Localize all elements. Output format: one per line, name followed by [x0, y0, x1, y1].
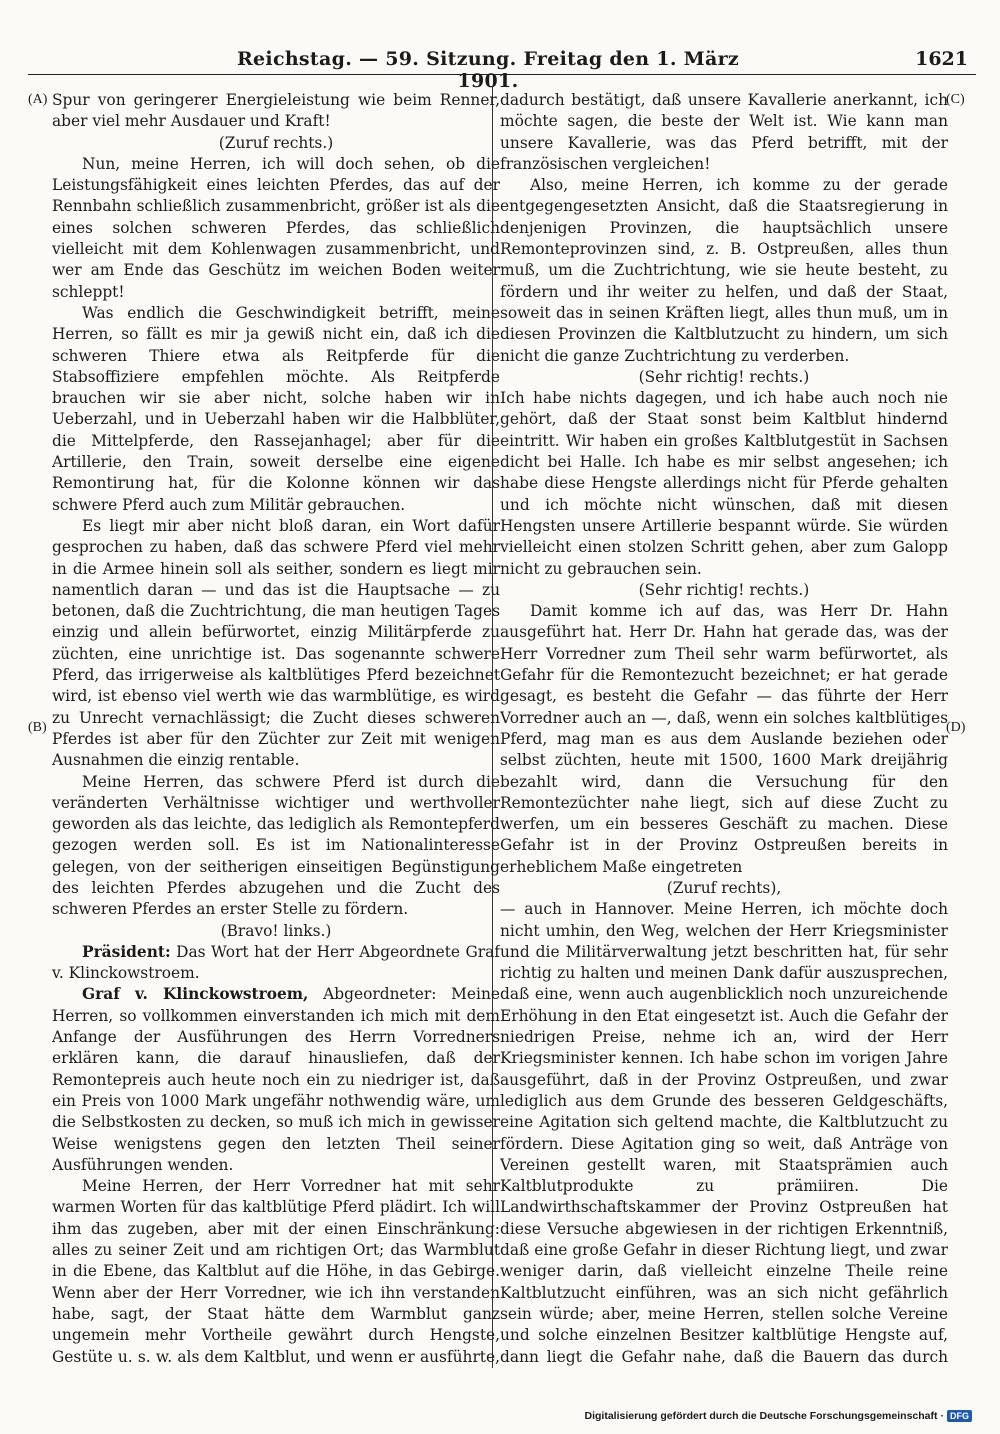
speech-text: Das Wort hat der Herr Abgeordnete Graf v. Klinckowstroem.: [52, 942, 500, 983]
interjection: [500, 580, 948, 601]
footer-separator: ·: [940, 1410, 944, 1422]
speaker-name: Graf v. Klinckowstroem,: [82, 985, 309, 1004]
marker-b: (B): [28, 720, 47, 735]
interjection: [52, 133, 500, 154]
interjection-text: (Sehr richtig! rechts.): [638, 367, 810, 386]
paragraph: — auch in Hannover. Meine Herren, ich möchte doch nicht umhin, den Weg, welchen der Herr Kriegsminister und die Militärverwaltung jetzt beschritten hat, für sehr richtig zu halten und meinen Dank dafür auszusprechen, daß eine, wenn auch augenblicklich noch unzureichende Erhöhung in den Etat eingesetzt ist. Auch die Gefahr der niedrigen Preise, nehme ich an, wird der Herr Kriegsminister kennen. Ich habe schon im vorigen Jahre ausgeführt, daß in der Provinz Ostpreußen, und zwar lediglich aus dem Grunde des besseren Geldgeschäfts, eine Agitation sich geltend machte, die Kaltblutzucht zu fördern. Diese Agitation ging so weit, daß Anträge von Vereinen gestellt waren, mit Staatsprämien auch Kaltblutprodukte zu prämiiren. Die Landwirthschaftskammer der Provinz Ostpreußen hat diese Versuche abgewiesen in der richtigen Erkenntniß, daß eine große Gefahr in dieser Richtung liegt, und zwar weniger darin, daß vielleicht einzelne Theile reine Kaltblutzucht einführen, was an sich nicht gefährlich sein würde; aber, meine Herren, stellen solche Vereine und solche einzelnen Besitzer kaltblütige Hengste auf, dann liegt die Gefahr nahe, daß die Bauern das durch: [500, 900, 948, 1366]
paragraph: Meine Herren, der Herr Vorredner hat mit sehr warmen Worten für das kaltblütige Pferd plädirt. Ich will ihm das zugeben, aber mit der einen Einschränkung: alles zu seiner Zeit und am richtigen Ort; das Warmblut in die Ebene, das Kaltblut auf die Höhe, in das Gebirge. Wenn aber der Herr Vorredner, wie ich ihn verstanden habe, sagt, der Staat hätte dem Warmblut ganz ungemein mehr Vortheile gewährt durch Hengste, Gestüte u. s. w. als dem Kaltblut, und wenn er ausführte,: [52, 1177, 500, 1366]
paragraph: dadurch bestätigt, daß unsere Kavallerie anerkannt, ich möchte sagen, die beste der Welt ist. Wie kann man unsere Kavallerie, was das Pferd betrifft, mit der französischen vergleichen!: [500, 91, 948, 173]
paragraph: Was endlich die Geschwindigkeit betrifft, meine Herren, so fällt es mir ja gewiß nicht ein, daß ich die schweren Thiere etwa als Reitpferde für die Stabsoffiziere empfehlen möchte. Als Reitpferde brauchen wir sie aber nicht, solche haben wir in Ueberzahl, und in Ueberzahl haben wir die Halbblüter, die Mittelpferde, den Rassejanhagel; aber für die Artillerie, den Train, soweit derselbe eine eigene Remontirung hat, für die Kolonne können wir das schwere Pferd auch zum Militär gebrauchen.: [52, 303, 500, 514]
marker-d: (D): [946, 720, 966, 735]
interjection-text: (Zuruf rechts.): [218, 133, 334, 152]
interjection-text: (Zuruf rechts),: [666, 878, 782, 897]
speaker-paragraph: [52, 984, 500, 1176]
interjection: [500, 878, 948, 899]
interjection: [52, 921, 500, 942]
right-column: [500, 90, 948, 1368]
footer-text: Digitalisierung gefördert durch die Deutsche Forschungsgemeinschaft: [584, 1410, 938, 1422]
dfg-logo: DFG: [947, 1410, 972, 1422]
footer: [585, 1410, 972, 1422]
marker-a: (A): [28, 92, 48, 107]
page-number: 1621: [915, 48, 968, 70]
left-column: [52, 90, 500, 1368]
paragraph: Meine Herren, das schwere Pferd ist durch die veränderten Verhältnisse wichtiger und werthvoller geworden als das leichte, das lediglich als Remontepferd gezogen werden soll. Es ist im Nationalinteresse gelegen, von der seitherigen einseitigen Begünstigung des leichten Pferdes abzugehen und die Zucht des schweren Pferdes an erster Stelle zu fördern.: [52, 772, 500, 919]
paragraph: Ich habe nichts dagegen, und ich habe auch noch nie gehört, daß der Staat sonst beim Kaltblut hindernd eintritt. Wir haben ein großes Kaltblutgestüt in Sachsen dicht bei Halle. Ich habe es mir selbst angesehen; ich habe diese Hengste allerdings nicht für Pferde gehalten und ich möchte nicht wünschen, daß mit diesen Hengsten unsere Artillerie bespannt würde. Sie würden vielleicht einen stolzen Schritt gehen, aber zum Galopp nicht zu gebrauchen sein.: [500, 389, 948, 578]
speech-text: Abgeordneter: Meine Herren, so vollkommen einverstanden ich mich mit dem Anfange der Ausführungen des Herrn Vorredners erklären kann, die darauf hinausliefen, daß der Remontepreis auch heute noch ein zu niedriger ist, daß ein Preis von 1000 Mark ungefähr nothwendig wäre, um die Selbstkosten zu decken, so muß ich mich in gewisser Weise wenigstens gegen den letzten Theil seiner Ausführungen wenden.: [52, 985, 500, 1174]
speaker-name: Präsident:: [82, 942, 171, 961]
running-head: Reichstag. — 59. Sitzung. Freitag den 1. März 1901.: [236, 48, 740, 92]
speaker-paragraph: [52, 942, 500, 985]
paragraph: Es liegt mir aber nicht bloß daran, ein Wort dafür gesprochen zu haben, daß das schwere Pferd viel mehr in die Armee hinein soll als seither, sondern es liegt mir namentlich daran — und das ist die Hauptsache — zu betonen, daß die Zuchtrichtung, die man heutigen Tages einzig und allein befürwortet, einzig Militärpferde zu züchten, eine unrichtige ist. Das sogenannte schwere Pferd, das irrigerweise als kaltblütiges Pferd bezeichnet wird, ist ebenso viel werth wie das warmblütige, es wird zu Unrecht vernachlässigt; die Zucht dieses schweren Pferdes ist aber für den Züchter zur Zeit mit wenigen Ausnahmen die einzig rentable.: [52, 516, 500, 770]
paragraph: Damit komme ich auf das, was Herr Dr. Hahn ausgeführt hat. Herr Dr. Hahn hat gerade das, was der Herr Vorredner zum Theil sehr warm befürwortet, als Gefahr für die Remontezucht bezeichnet; er hat gerade gesagt, es besteht die Gefahr — das führte der Herr Vorredner auch an —, daß, wenn ein solches kaltblütiges Pferd, mag man es aus dem Auslande beziehen oder selbst züchten, heute mit 1500, 1600 Mark dreijährig bezahlt wird, dann die Versuchung für den Remontezüchter nahe liegt, sich auf diese Zucht zu werfen, um ein besseres Geschäft zu machen. Diese Gefahr ist in der Provinz Ostpreußen bereits in erheblichem Maße eingetreten: [500, 602, 948, 876]
paragraph: Nun, meine Herren, ich will doch sehen, ob die Leistungsfähigkeit eines leichten Pferdes, das auf der Rennbahn schließlich zusammenbricht, größer ist als die eines solchen schweren Pferdes, das schließlich vielleicht mit dem Kohlenwagen zusammenbricht, und wer am Ende das Geschütz im weichen Boden weiter schleppt!: [52, 154, 500, 301]
interjection-text: (Sehr richtig! rechts.): [638, 580, 810, 599]
interjection: [500, 367, 948, 388]
interjection-text: (Bravo! links.): [220, 921, 332, 940]
marker-c: (C): [946, 92, 965, 107]
page-header: [28, 44, 976, 92]
paragraph: Spur von geringerer Energieleistung wie beim Renner, aber viel mehr Ausdauer und Kraft!: [52, 91, 500, 131]
paragraph: Also, meine Herren, ich komme zu der gerade entgegengesetzten Ansicht, daß die Staatsregierung in denjenigen Provinzen, die hauptsächlich unsere Remonteprovinzen sind, z. B. Ostpreußen, alles thun muß, um die Zuchtrichtung, wie sie heute besteht, zu fördern und ihr weiter zu helfen, und daß der Staat, soweit das in seinen Kräften liegt, alles thun muß, um in diesen Provinzen die Kaltblutzucht zu hindern, um sich nicht die ganze Zuchtrichtung zu verderben.: [500, 176, 948, 365]
